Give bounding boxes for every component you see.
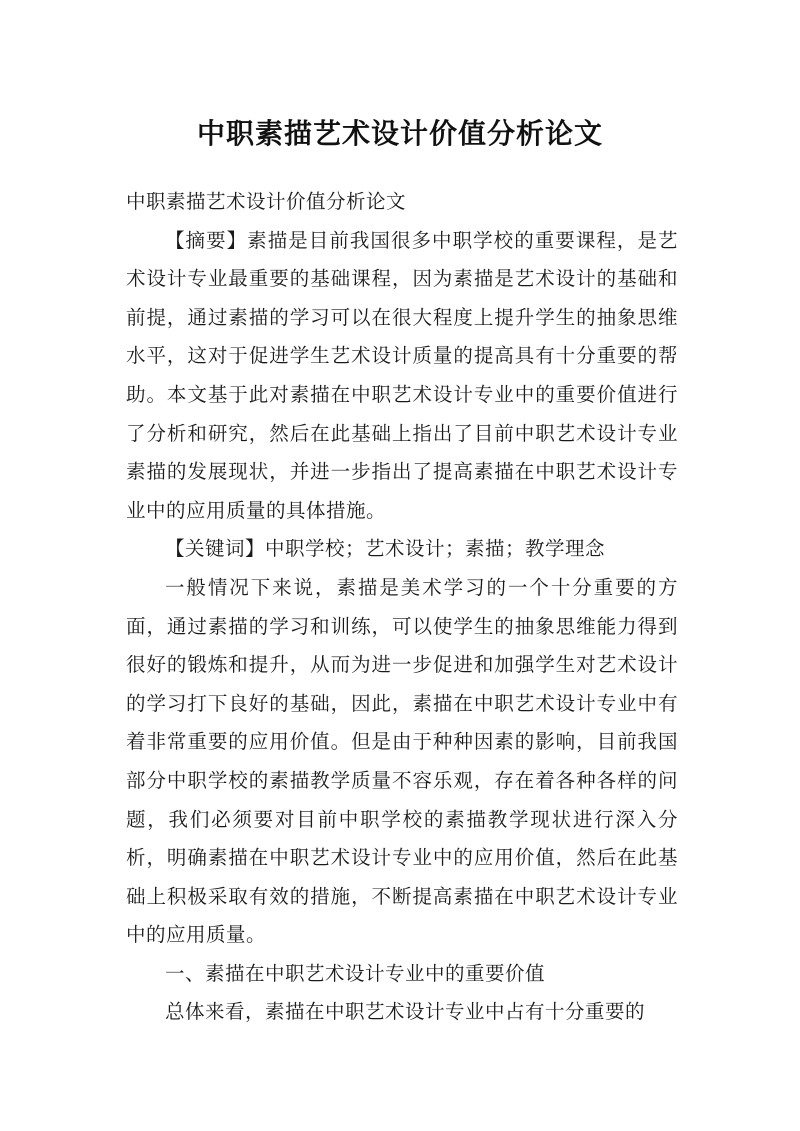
section-paragraph: 总体来看，素描在中职艺术设计专业中占有十分重要的 xyxy=(165,1000,646,1024)
document-body xyxy=(126,183,678,1032)
document-subtitle: 中职素描艺术设计价值分析论文 xyxy=(126,190,407,213)
abstract-paragraph: 【摘要】素描是目前我国很多中职学校的重要课程，是艺术设计专业最重要的基础课程，因为素描是艺术设计的基础和前提，通过素描的学习可以在很大程度上提升学生的抽象思维水平，这对于促进学生艺术设计质量的提高具有十分重要的帮助。本文基于此对素描在中职艺术设计专业中的重要价值进行了分析和研究，然后在此基础上指出了目前中职艺术设计专业素描的发展现状，并进一步指出了提高素描在中职艺术设计专业中的应用质量的具体措施。 xyxy=(126,228,678,522)
section-heading: 一、素描在中职艺术设计专业中的重要价值 xyxy=(165,961,546,985)
intro-paragraph: 一般情况下来说，素描是美术学习的一个十分重要的方面，通过素描的学习和训练，可以使学生的抽象思维能力得到很好的锻炼和提升，从而为进一步促进和加强学生对艺术设计的学习打下良好的基础，因此，素描在中职艺术设计专业中有着非常重要的应用价值。但是由于种种因素的影响，目前我国部分中职学校的素描教学质量不容乐观，存在着各种各样的问题，我们必须要对目前中职学校的素描教学现状进行深入分析，明确素描在中职艺术设计专业中的应用价值，然后在此基础上积极采取有效的措施，不断提高素描在中职艺术设计专业中的应用质量。 xyxy=(126,575,678,947)
keywords-paragraph: 【关键词】中职学校；艺术设计；素描；教学理念 xyxy=(165,537,606,561)
document-title: 中职素描艺术设计价值分析论文 xyxy=(196,116,603,150)
